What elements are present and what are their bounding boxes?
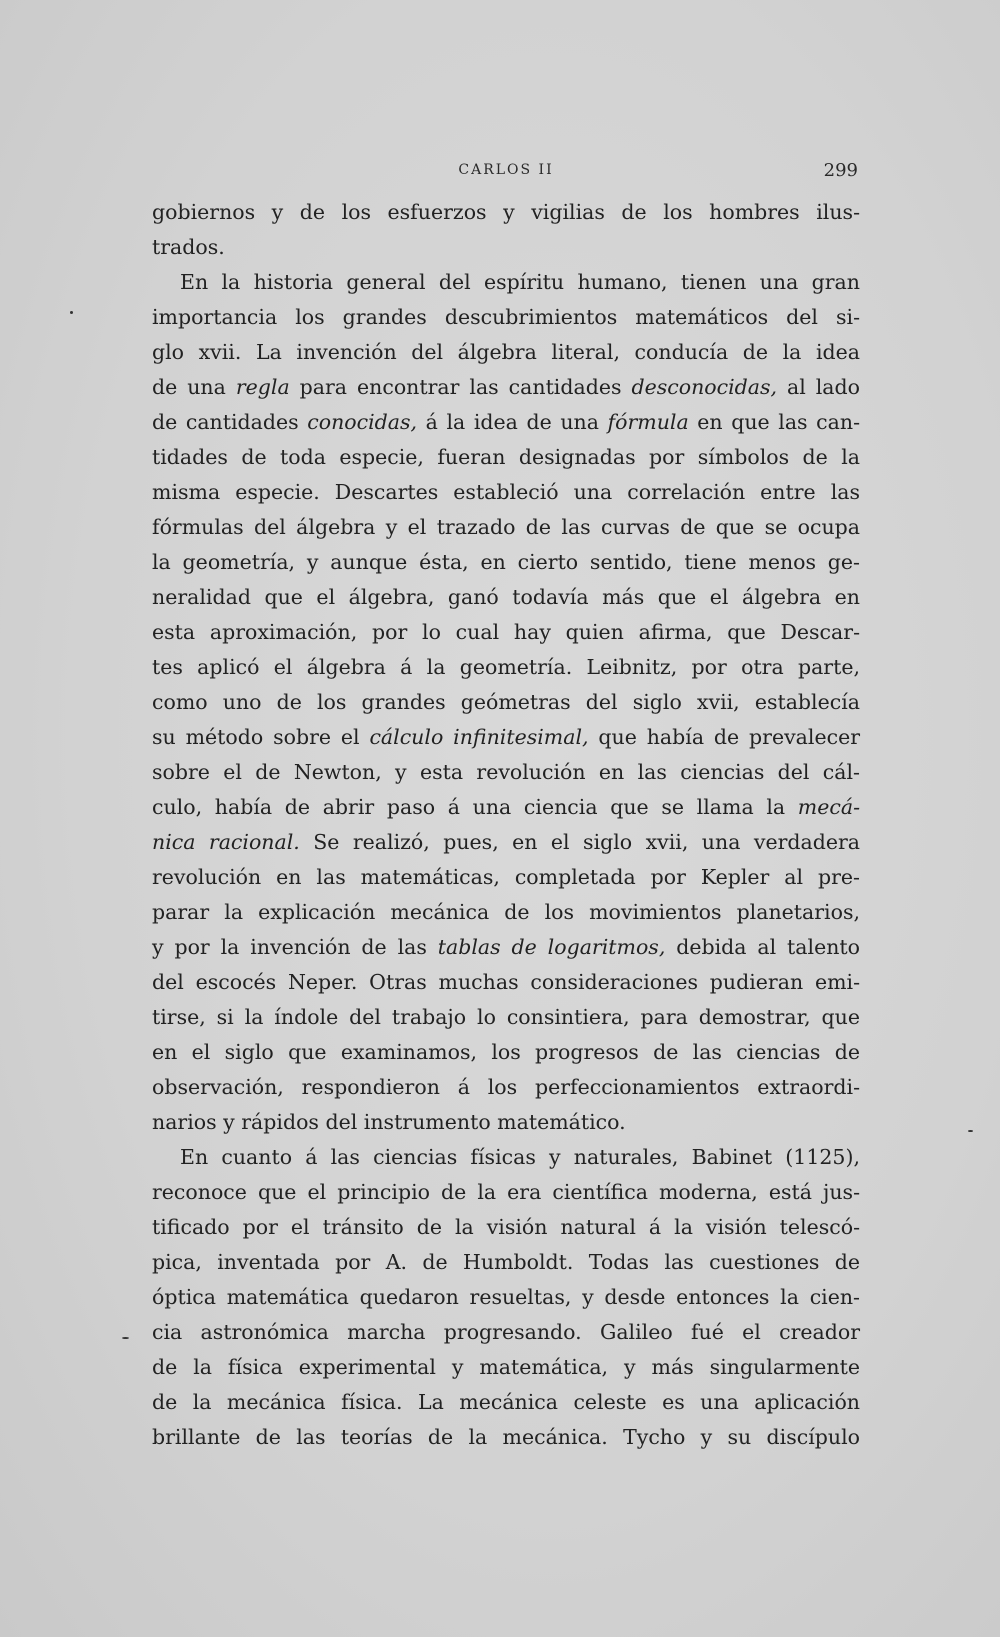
page-number: 299 bbox=[823, 160, 858, 181]
paper-speck bbox=[968, 1130, 973, 1132]
italic-term: conocidas, bbox=[307, 410, 418, 434]
italic-term: fórmula bbox=[607, 410, 689, 434]
text-line: del escocés Neper. Otras muchas consideraciones pudieran emi- bbox=[152, 970, 860, 994]
italic-term: regla bbox=[235, 375, 290, 399]
text-line: cia astronómica marcha progresando. Galileo fué el creador bbox=[152, 1320, 860, 1344]
page-header bbox=[152, 162, 860, 186]
text-line: importancia los grandes descubrimientos matemáticos del si- bbox=[152, 305, 860, 329]
text-line: revolución en las matemáticas, completada por Kepler al pre- bbox=[152, 865, 860, 889]
text-line: reconoce que el principio de la era científica moderna, está jus- bbox=[152, 1180, 860, 1204]
text-line: misma especie. Descartes estableció una correlación entre las bbox=[152, 480, 860, 504]
italic-term: nica racional. bbox=[152, 830, 300, 854]
text-line: parar la explicación mecánica de los movimientos planetarios, bbox=[152, 900, 860, 924]
text-line: narios y rápidos del instrumento matemático. bbox=[152, 1110, 626, 1134]
text-line: tes aplicó el álgebra á la geometría. Leibnitz, por otra parte, bbox=[152, 655, 860, 679]
text-line: sobre el de Newton, y esta revolución en las ciencias del cál- bbox=[152, 760, 860, 784]
italic-term: cálculo infinitesimal, bbox=[369, 725, 589, 749]
body-text bbox=[152, 195, 860, 1455]
text-line: tidades de toda especie, fueran designadas por símbolos de la bbox=[152, 445, 860, 469]
italic-term: mecá- bbox=[797, 795, 860, 819]
text-line: En la historia general del espíritu humano, tienen una gran bbox=[180, 270, 860, 294]
text-line: observación, respondieron á los perfeccionamientos extraordi- bbox=[152, 1075, 860, 1099]
text-line: neralidad que el álgebra, ganó todavía más que el álgebra en bbox=[152, 585, 860, 609]
text-line: nica racional. Se realizó, pues, en el siglo xvii, una verdadera bbox=[152, 830, 860, 854]
italic-term: desconocidas, bbox=[631, 375, 778, 399]
text-line: de cantidades conocidas, á la idea de una fórmula en que las can- bbox=[152, 410, 860, 434]
text-line: brillante de las teorías de la mecánica. Tycho y su discípulo bbox=[152, 1425, 860, 1449]
text-line: tificado por el tránsito de la visión natural á la visión telescó- bbox=[152, 1215, 860, 1239]
text-line: tirse, si la índole del trabajo lo consintiera, para demostrar, que bbox=[152, 1005, 860, 1029]
paper-speck bbox=[122, 1337, 129, 1339]
text-line: de una regla para encontrar las cantidades desconocidas, al lado bbox=[152, 375, 860, 399]
italic-term: tablas de logaritmos, bbox=[437, 935, 666, 959]
text-line: óptica matemática quedaron resueltas, y desde entonces la cien- bbox=[152, 1285, 860, 1309]
text-line: gobiernos y de los esfuerzos y vigilias de los hombres ilus- bbox=[152, 200, 860, 224]
text-line: fórmulas del álgebra y el trazado de las curvas de que se ocupa bbox=[152, 515, 860, 539]
text-line: la geometría, y aunque ésta, en cierto sentido, tiene menos ge- bbox=[152, 550, 860, 574]
running-title: CARLOS II bbox=[458, 162, 554, 178]
text-line: de la mecánica física. La mecánica celeste es una aplicación bbox=[152, 1390, 860, 1414]
text-line: En cuanto á las ciencias físicas y naturales, Babinet (1125), bbox=[180, 1145, 860, 1169]
text-line: pica, inventada por A. de Humboldt. Todas las cuestiones de bbox=[152, 1250, 860, 1274]
text-line: trados. bbox=[152, 235, 225, 259]
text-line: de la física experimental y matemática, y más singularmente bbox=[152, 1355, 860, 1379]
text-line: culo, había de abrir paso á una ciencia que se llama la mecá- bbox=[152, 795, 860, 819]
text-line: glo xvii. La invención del álgebra literal, conducía de la idea bbox=[152, 340, 860, 364]
paper-speck bbox=[70, 311, 73, 314]
text-line: como uno de los grandes geómetras del siglo xvii, establecía bbox=[152, 690, 860, 714]
text-line: esta aproximación, por lo cual hay quien afirma, que Descar- bbox=[152, 620, 860, 644]
text-line: su método sobre el cálculo infinitesimal, que había de prevalecer bbox=[152, 725, 861, 749]
text-line: en el siglo que examinamos, los progresos de las ciencias de bbox=[152, 1040, 860, 1064]
text-line: y por la invención de las tablas de logaritmos, debida al talento bbox=[152, 935, 860, 959]
